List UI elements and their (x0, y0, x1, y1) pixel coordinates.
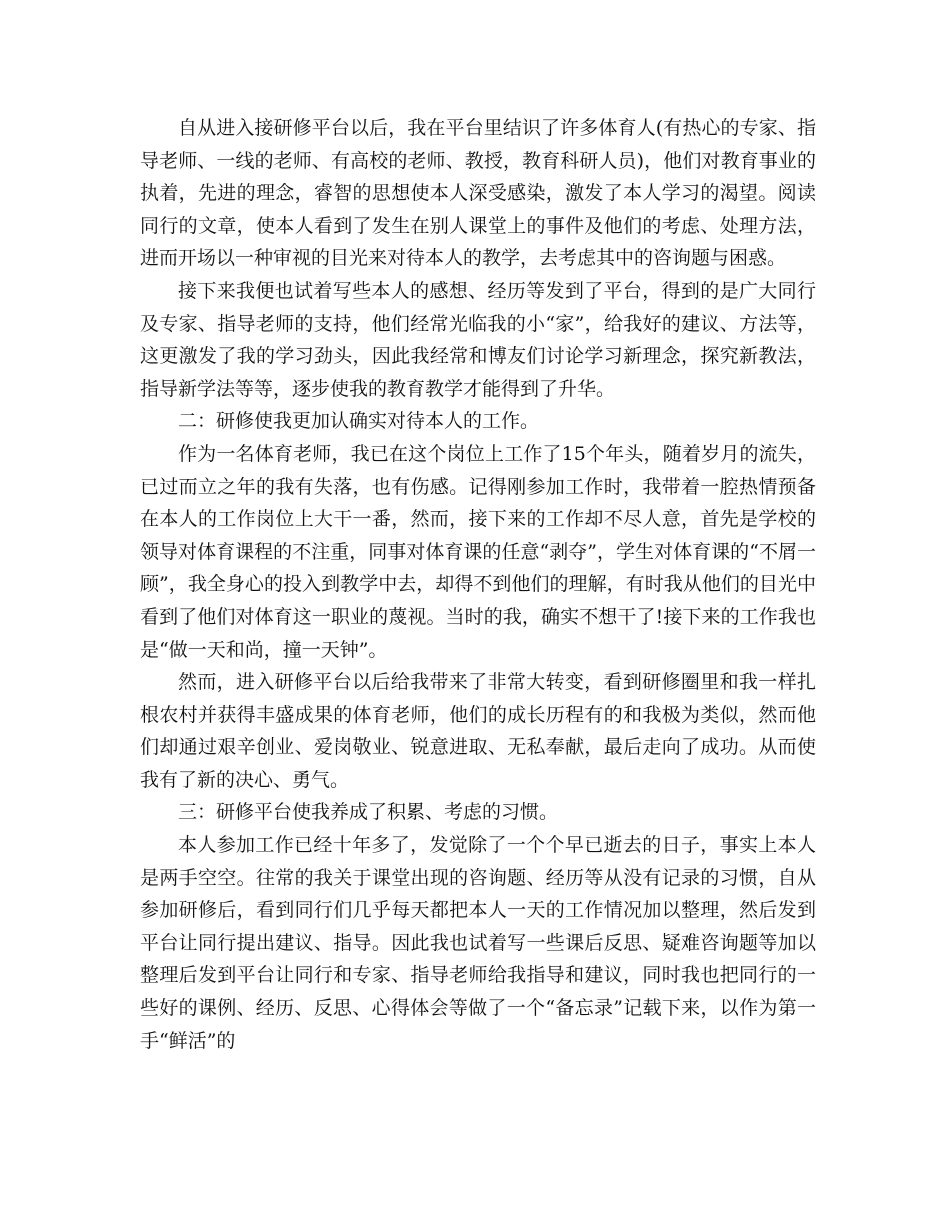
paragraph-change: 然而，进入研修平台以后给我带来了非常大转变，看到研修圈里和我一样扎根农村并获得丰盛成果的体育老师，他们的成长历程有的和我极为类似，然而他们却通过艰辛创业、爱岗敬业、锐意进取、无私奉献，最后走向了成功。从而使我有了新的决心、勇气。 (140, 671, 816, 791)
paragraph-intro: 自从进入接研修平台以后，我在平台里结识了许多体育人(有热心的专家、指导老师、一线的老师、有高校的老师、教授，教育科研人员)，他们对教育事业的执着，先进的理念，睿智的思想使本人深受感染，激发了本人学习的渴望。阅读同行的文章，使本人看到了发生在别人课堂上的事件及他们的考虑、处理方法，进而开场以一种审视的目光来对待本人的教学，去考虑其中的咨询题与困惑。 (140, 117, 816, 270)
paragraph-career: 作为一名体育老师，我已在这个岗位上工作了15个年头，随着岁月的流失，已过而立之年的我有失落，也有伤感。记得刚参加工作时，我带着一腔热情预备在本人的工作岗位上大干一番，然而，接下来的工作却不尽人意，首先是学校的领导对体育课程的不注重，同事对体育课的任意“剥夺”，学生对体育课的“不屑一顾”，我全身心的投入到教学中去，却得不到他们的理解，有时我从他们的目光中看到了他们对体育这一职业的蔑视。当时的我，确实不想干了!接下来的工作我也是“做一天和尚，撞一天钟”。 (140, 442, 816, 661)
paragraph-sharing: 接下来我便也试着写些本人的感想、经历等发到了平台，得到的是广大同行及专家、指导老师的支持，他们经常光临我的小“家”，给我好的建议、方法等，这更激发了我的学习劲头，因此我经常和博友们讨论学习新理念，探究新教法，指导新学法等等，逐步使我的教育教学才能得到了升华。 (140, 279, 816, 400)
paragraph-habit: 本人参加工作已经十年多了，发觉除了一个个早已逝去的日子，事实上本人是两手空空。往常的我关于课堂出现的咨询题、经历等从没有记录的习惯，自从参加研修后，看到同行们几乎每天都把本人一天的工作情况加以整理，然后发到平台让同行提出建议、指导。因此我也试着写一些课后反思、疑难咨询题等加以整理后发到平台让同行和专家、指导老师给我指导和建议，同时我也把同行的一些好的课例、经历、反思、心得体会等做了一个“备忘录”记载下来，以作为第一手“鲜活”的 (140, 834, 816, 1052)
document-body (140, 112, 816, 1057)
section-heading-two: 二：研修使我更加认确实对待本人的工作。 (178, 410, 540, 433)
section-heading-three: 三：研修平台使我养成了积累、考虑的习惯。 (178, 801, 559, 824)
